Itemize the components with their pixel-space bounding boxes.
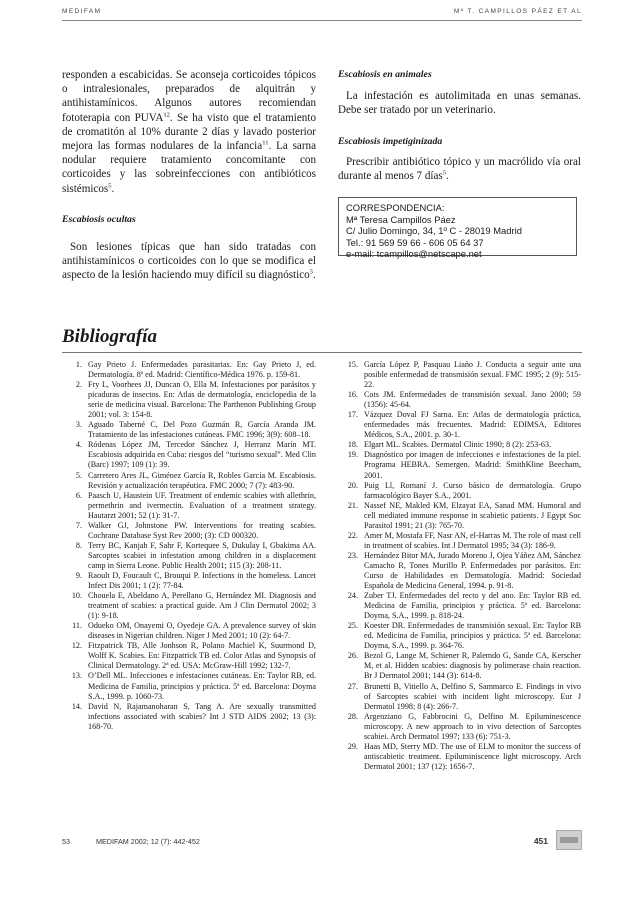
reference-list-right bbox=[338, 360, 581, 772]
reference-number: 9. bbox=[75, 570, 82, 580]
reference-number: 11. bbox=[72, 621, 82, 631]
reference-item bbox=[338, 390, 581, 410]
reference-item bbox=[62, 491, 316, 521]
correspondence-address: C/ Julio Domingo, 34, 1º C - 28019 Madrid bbox=[346, 225, 522, 237]
bibliography-title: Bibliografía bbox=[62, 326, 158, 347]
reference-item bbox=[338, 440, 581, 450]
reference-item bbox=[338, 551, 581, 591]
reference-item bbox=[338, 531, 581, 551]
reference-item bbox=[338, 410, 581, 440]
text-run: Prescribir antibiótico tópico y un macrólido vía oral durante al menos 7 días bbox=[338, 155, 581, 183]
reference-item bbox=[338, 450, 581, 480]
citation-superscript: 12 bbox=[163, 110, 170, 118]
citation-superscript: 5 bbox=[108, 181, 112, 189]
reference-number: 24. bbox=[347, 591, 358, 601]
reference-text: Puig Ll, Romaní J. Curso básico de dermatología. Grupo farmacológico Bayer S.A., 2001. bbox=[364, 480, 581, 500]
text-run: La infestación es autolimitada en unas semanas. Debe ser tratado por un veterinario. bbox=[338, 90, 581, 117]
text-run: . La sarna nodular requiere tratamiento concomitante con corticoides y las sobreinfecciones con antibióticos sistémicos bbox=[62, 140, 316, 195]
reference-text: Cots JM. Enfermedades de transmisión sexual. Jano 2000; 59 (1356): 45-64. bbox=[364, 390, 581, 410]
correspondence-title: CORRESPONDENCIA: bbox=[346, 202, 445, 213]
text-run: . Se ha visto que el tratamiento de cromatitón al 10% durante 2 días y lavado posterior mejora las formas nodulares de la infancia bbox=[62, 111, 316, 153]
journal-name: MEDIFAM bbox=[62, 8, 102, 15]
reference-item bbox=[62, 641, 316, 671]
reference-number: 20. bbox=[347, 480, 358, 490]
reference-item bbox=[62, 521, 316, 541]
reference-text: Amer M, Mostafa FF, Nasr AN, el-Harras M. The role of mast cell in treatment of scabies. Int J Dermatol 1995; 34 (3): 186-9. bbox=[364, 530, 581, 550]
reference-text: Raoult D, Foucault C, Brouqui P. Infections in the homeless. Lancet Infect Dis 2001; 1 (2): 77-84. bbox=[88, 570, 316, 591]
reference-item bbox=[62, 621, 316, 641]
reference-text: Odueko OM, Onayemi O, Oyedeje GA. A prevalence survey of skin diseases in Nigerian children. Niger J Med 2001; 10 (2): 64-7. bbox=[88, 621, 316, 641]
heading-escabiosis-ocultas: Escabiosis ocultas bbox=[62, 213, 136, 225]
reference-text: O’Dell ML. Infecciones e infestaciones cutáneas. En: Taylor RB, ed. Medicina de Familia, principios y práctica. 5ª ed. Barcelona: Doyma S.A., 1999. p. 1060-73. bbox=[88, 671, 316, 701]
reference-text: Walker GJ, Johnstone PW. Interventions for treating scabies. Cochrane Database Syst Rev 2000; (3): CD 000320. bbox=[88, 520, 316, 540]
page-footer bbox=[62, 834, 582, 850]
reference-number: 22. bbox=[347, 530, 358, 540]
reference-item bbox=[62, 702, 316, 732]
reference-number: 23. bbox=[347, 550, 358, 560]
reference-text: Carretero Ares JL, Giménez García R, Robles García M. Escabiosis. Revisión y actualización terapéutica. FMC 2000; 7 (7): 483-90. bbox=[88, 470, 316, 490]
reference-number: 12. bbox=[71, 641, 82, 651]
reference-text: Ródenas López JM, Tercedor Sánchez J, Herranz Marín MT. Escabiosis adquirida en Cuba: riesgos del “turismo sexual”. Med Clin (Barc) 1997; 109 (1): 39. bbox=[88, 440, 316, 470]
journal-logo bbox=[556, 830, 582, 850]
paragraph-escabiosis-animales bbox=[338, 89, 581, 117]
reference-number: 7. bbox=[75, 520, 82, 530]
reference-number: 28. bbox=[347, 711, 358, 721]
reference-item bbox=[62, 360, 316, 380]
reference-item bbox=[338, 360, 581, 390]
reference-item bbox=[338, 481, 581, 501]
reference-item bbox=[62, 591, 316, 621]
reference-text: David N, Rajamanoharan S, Tang A. Are sexually transmitted infections associated with scabies? Int J STD AIDS 2002; 13 (3): 168-70. bbox=[88, 701, 316, 731]
reference-text: Aguado Taberné C, Del Pozo Guzmán R, García Aranda JM. Tratamiento de las infestaciones cutáneas. FMC 1996; 3(9): 608–18. bbox=[88, 420, 316, 440]
reference-number: 16. bbox=[347, 390, 358, 400]
authors-header: Mª T. CAMPILLOS PÁEZ ET AL bbox=[453, 8, 582, 15]
reference-number: 4. bbox=[75, 440, 82, 450]
reference-number: 13. bbox=[71, 671, 82, 681]
reference-number: 17. bbox=[347, 410, 358, 420]
reference-item bbox=[62, 671, 316, 701]
reference-text: Haas MD, Sterry MD. The use of ELM to monitor the success of antiscabietic treatment. Epiluminiscence light microscopy. Arch Dermatol 2001; 137 (12): 1656-7. bbox=[364, 741, 581, 771]
reference-item bbox=[338, 651, 581, 681]
reference-number: 26. bbox=[347, 651, 358, 661]
reference-text: Bezol G, Lange M, Schiener R, Palemdo G, Sande CA, Kerscher M, et al. Hidden scabies: diagnosis by polimerase chain reaction. Br J Dermatol 2001; 144 (3): 614-8. bbox=[364, 651, 581, 681]
correspondence-phone: Tel.: 91 569 59 66 - 606 05 64 37 bbox=[346, 236, 484, 248]
reference-text: Zuber TJ. Enfermedades del recto y del ano. En: Taylor RB ed. Medicina de Familia, principios y práctica. 5ª ed. Barcelona: Doyma, S.A., 1999. p. 818-24. bbox=[364, 591, 581, 621]
reference-text: Elgart ML. Scabies. Dermatol Clinic 1990; 8 (2): 253-63. bbox=[364, 440, 552, 450]
reference-item bbox=[338, 742, 581, 772]
reference-number: 21. bbox=[347, 500, 358, 510]
reference-item bbox=[338, 621, 581, 651]
reference-number: 29. bbox=[347, 741, 358, 751]
right-column bbox=[338, 68, 581, 183]
paragraph-escabiosis-impetiginizada bbox=[338, 155, 581, 183]
reference-list-left bbox=[62, 360, 316, 732]
reference-item bbox=[62, 541, 316, 571]
reference-number: 27. bbox=[347, 681, 358, 691]
reference-text: Chouela E, Abeldano A, Perellano G, Hernández MI. Diagnosis and treatment of scabies: a practical guide. Am J Clin Dermatol 2002; 3 (1): 9-18. bbox=[88, 591, 316, 621]
running-header bbox=[62, 8, 582, 18]
reference-number: 19. bbox=[347, 450, 358, 460]
reference-item bbox=[338, 712, 581, 742]
reference-number: 25. bbox=[347, 621, 358, 631]
reference-item bbox=[62, 440, 316, 470]
left-column bbox=[62, 68, 316, 283]
reference-text: García López P, Pasquau Liaño J. Conducta a seguir ante una posible enfermedad de transmisión sexual. FMC 1995; 2 (9): 515-22. bbox=[364, 360, 581, 390]
reference-item bbox=[62, 420, 316, 440]
text-run: . bbox=[111, 182, 115, 195]
reference-number: 1. bbox=[75, 360, 82, 369]
reference-item bbox=[338, 501, 581, 531]
journal-citation: MEDIFAM 2002; 12 (7): 442-452 bbox=[96, 837, 200, 846]
page-number-right: 451 bbox=[533, 836, 548, 846]
citation-superscript: 11 bbox=[262, 139, 269, 147]
reference-item bbox=[338, 591, 581, 621]
heading-escabiosis-impetiginizada: Escabiosis impetiginizada bbox=[338, 135, 443, 147]
reference-text: Paasch U, Haustein UF. Treatment of endemic scabies with allethrin, permethrin and ivermectin. Evaluation of a treatment strategy. Hautarzt 2001; 52 (1): 31-7. bbox=[88, 490, 316, 520]
reference-number: 6. bbox=[75, 490, 82, 500]
reference-number: 8. bbox=[75, 540, 82, 550]
text-run: responden a escabicidas. Se aconseja corticoides tópicos o intralesionales, preparados de alquitrán y antihistamínicos. Algunos autores recomiendan fototerapia con PUVA bbox=[62, 69, 316, 124]
text-run: . bbox=[312, 269, 316, 282]
paragraph-escabiosis-ocultas bbox=[62, 240, 316, 283]
header-rule bbox=[62, 20, 582, 21]
text-run: . bbox=[446, 170, 449, 183]
reference-text: Hernández Bitor MA, Jurado Moreno J, Ojea Yáñez AM, Sánchez Camacho R, Tones Murillo P. Enfermedades por parásitos. En: Curso de Habilidades en Dermatología. Madrid: Sociedad Española de Medicina General, 1994. p. 91-8. bbox=[364, 550, 581, 591]
reference-text: Vázquez Doval FJ Sarna. En: Atlas de dermatología práctica, enfermedades más frecuentes. Madrid: EDIMSA, Editores Médicos, S.A., 2001. p. 30-1. bbox=[364, 410, 581, 440]
reference-number: 15. bbox=[347, 360, 358, 369]
bibliography-rule bbox=[62, 352, 582, 353]
heading-escabiosis-animales: Escabiosis en animales bbox=[338, 69, 432, 80]
reference-text: Fry L, Voorhees JJ, Duncan O, Ella M. Infestaciones por parásitos y picaduras de insectos. En: Atlas de dermatología, enciclopedia de la serie de medicina visual. Barcelona: The Parthenon Publishing Group 2001; vol. 3: 154-8. bbox=[88, 380, 316, 420]
reference-number: 3. bbox=[75, 420, 82, 430]
reference-number: 14. bbox=[71, 701, 82, 711]
paragraph-nodular-treatment bbox=[62, 68, 316, 196]
reference-number: 10. bbox=[71, 591, 82, 601]
citation-superscript: 5 bbox=[309, 268, 313, 276]
reference-text: Diagnóstico por imagen de infecciones e infestaciones de la piel. Programa HEBRA. Semergen. Madrid: SmithKline Beecham, 2001. bbox=[364, 450, 581, 480]
reference-item bbox=[62, 571, 316, 591]
correspondence-email: e-mail: tcampillos@netscape.net bbox=[346, 248, 482, 260]
reference-text: Terry BC, Kanjah F, Sahr F, Kortequee S, Dukulay I, Gbakima AA. Sarcoptes scabiei in infestation among children in a displacement camp in Sierra Leone. Public Health 2001; 115 (3): 208-11. bbox=[88, 540, 316, 570]
correspondence-name: Mª Teresa Campillos Páez bbox=[346, 213, 456, 225]
reference-number: 18. bbox=[347, 440, 358, 450]
reference-text: Fitzpatrick TB, Alle Jonhson R, Polano Machiel K, Suurmond D, Wolff K. Scabies. En: Fitzpatrick TB ed. Color Atlas and Synopsis of Clinical Dermatology. 2ª ed. USA: McGraw-Hill 1992; 132-7. bbox=[88, 641, 316, 671]
correspondence-box bbox=[338, 197, 577, 260]
reference-text: Koester DR. Enfermedades de transmisión sexual. En: Taylor RB ed. Medicina de Familia, principios y práctica. 5ª ed. Barcelona: Doyma, S.A., 1999. p. 364-76. bbox=[364, 621, 581, 651]
text-run: Son lesiones típicas que han sido tratadas con antihistamínicos o corticoides con lo que se modifica el aspecto de la lesión haciendo muy difícil su diagnóstico bbox=[62, 241, 316, 282]
page-number-left: 53 bbox=[62, 837, 70, 846]
reference-text: Gay Prieto J. Enfermedades parasitarias. En: Gay Prieto J, ed. Dermatología. 8ª ed. Madrid: Científico-Médica 1976. p. 159-81. bbox=[88, 360, 316, 380]
citation-superscript: 5 bbox=[442, 169, 446, 177]
reference-item bbox=[62, 471, 316, 491]
reference-item bbox=[338, 682, 581, 712]
reference-text: Argenziano G, Fabbrocini G, Delfino M. Epiluminescence microscopy. A new approach to in vivo detection of Sarcoptes scabiei. Arch Dermatol 1997; 133 (6): 751-3. bbox=[364, 711, 581, 741]
reference-text: Brunetti B, Vitiello A, Delfino S, Sammarco E. Findings in vivo of Sarcoptes scabiei with incident light microscopy. Eur J Dermatol 1998; 8 (4): 266-7. bbox=[364, 681, 581, 711]
reference-number: 2. bbox=[75, 380, 82, 390]
reference-number: 5. bbox=[75, 470, 82, 480]
reference-item bbox=[62, 380, 316, 420]
reference-text: Nassef NE, Makled KM, Elzayat EA, Sanad MM. Humoral and cell mediated immune response in scabietic patients. J Egypt Soc Parasitol 1991; 21 (3): 765-70. bbox=[364, 500, 581, 530]
